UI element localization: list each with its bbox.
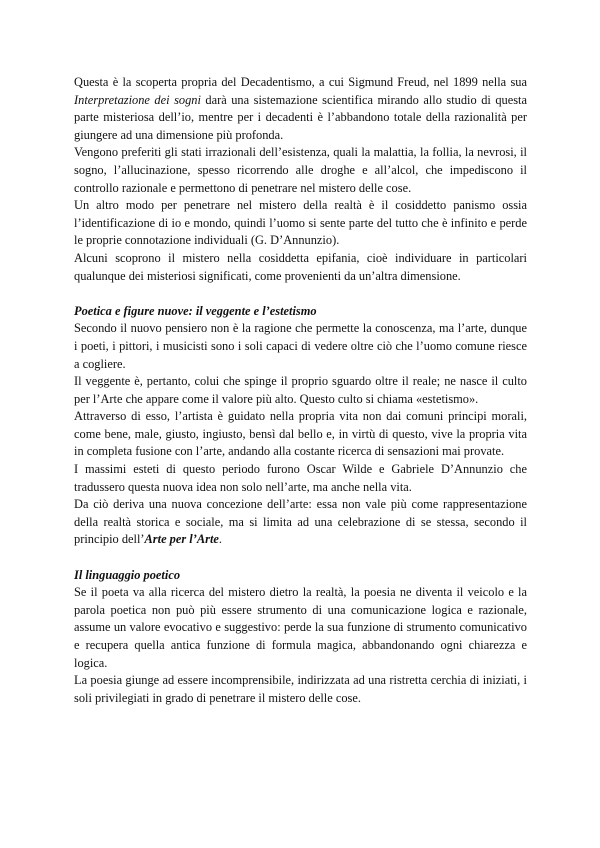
paragraph-stati-irrazionali: Vengono preferiti gli stati irrazionali dell’esistenza, quali la malattia, la follia, la nevrosi, il sogno, l’allucinazione, spesso ricorrendo alle droghe e all’alcol, che impediscono il controllo razionale e permettono di penetrare nel mistero delle cose. xyxy=(74,145,527,195)
paragraph-parola-poetica: Se il poeta va alla ricerca del mistero dietro la realtà, la poesia ne diventa il veicolo e la parola poetica non può più essere strumento di una comunicazione logica e razionale, assume un valore evocativo e suggestivo: perde la sua funzione di strumento comunicativo e recupera quella antica funzione di formula magica, abbandonando ogni chiarezza e logica. xyxy=(74,585,527,670)
paragraph-epifania: Alcuni scoprono il mistero nella cosiddetta epifania, cioè individuare in particolari qualunque dei misteriosi significati, come provenienti da un’altra dimensione. xyxy=(74,250,527,283)
paragraph-text: Questa è la scoperta propria del Decadentismo, a cui Sigmund Freud, nel 1899 nella sua xyxy=(74,75,527,89)
paragraph-artista: Attraverso di esso, l’artista è guidato nella propria vita non dai comuni principi morali, come bene, male, giusto, ingiusto, bensì dal bello e, in virtù di questo, vive la propria vita in completa fusione con l’arte, andando alla costante ricerca di sensazioni mai provate. xyxy=(74,409,527,459)
heading-linguaggio: Il linguaggio poetico xyxy=(74,567,181,582)
paragraph-incomprensibile: La poesia giunge ad essere incomprensibile, indirizzata ad una ristretta cerchia di iniziati, i soli privilegiati in grado di penetrare il mistero delle cose. xyxy=(74,673,527,705)
paragraph-text: Da ciò deriva una nuova concezione dell’arte: essa non vale più come rappresentazione della realtà storica e sociale, ma si limita ad una celebrazione di se stessa, secondo il principio dell’ xyxy=(74,497,527,547)
paragraph-text: . xyxy=(218,532,222,547)
paragraph-esteti: I massimi esteti di questo periodo furono Oscar Wilde e Gabriele D’Annunzio che tradussero questa nuova idea non solo nell’arte, ma anche nella vita. xyxy=(74,462,527,494)
paragraph-text: darà una sistemazione scientifica mirando allo studio di questa parte misteriosa dell’io, mentre per i decadenti è l’abbandono totale della razionalità per giungere ad una dimensione più profonda. xyxy=(74,92,527,142)
section-spacer xyxy=(74,285,527,303)
paragraph-concezione-arte xyxy=(74,496,527,549)
heading-poetica: Poetica e figure nuove: il veggente e l’estetismo xyxy=(74,303,317,318)
section-spacer xyxy=(74,549,527,567)
book-title: Interpretazione dei sogni xyxy=(74,92,201,107)
paragraph-conoscenza: Secondo il nuovo pensiero non è la ragione che permette la conoscenza, ma l’arte, dunque i poeti, i pittori, i musicisti sono i soli capaci di vedere oltre ciò che l’uomo comune riesce a cogliere. xyxy=(74,321,527,371)
paragraph-panismo: Un altro modo per penetrare nel mistero della realtà è il cosiddetto panismo ossia l’identificazione di io e mondo, quindi l’uomo si sente parte del tutto che è infinito e perde le proprie connotazione individuali (G. D’Annunzio). xyxy=(74,198,527,248)
paragraph-decadentismo xyxy=(74,74,527,144)
document-page xyxy=(74,74,527,707)
arte-per-arte-phrase: Arte per l’Arte xyxy=(144,532,219,547)
paragraph-veggente: Il veggente è, pertanto, colui che spinge il proprio sguardo oltre il reale; ne nasce il culto per l’Arte che appare come il valore più alto. Questo culto si chiama «estetismo». xyxy=(74,374,527,406)
